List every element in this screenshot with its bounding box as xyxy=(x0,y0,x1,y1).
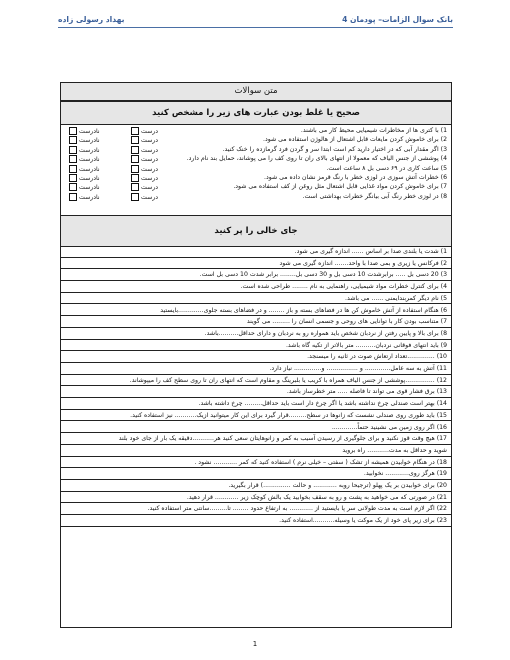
fill-blank-text: 15) باید طوری روی صندلی نشست که زانوها در سطح.........قرار گیرد برای این کار میتوانید ازیک........... نیز استفاده کنید. xyxy=(130,411,447,419)
fill-blank-text: 6) هنگام استفاده از آتش خاموش کن ها در فضاهای بسته و باز ........ و در فضاهای بسته جلوی.............بایستید xyxy=(160,306,447,314)
fill-blank-row xyxy=(61,293,451,305)
fill-blank-row xyxy=(61,492,451,504)
fill-blank-row xyxy=(61,305,451,317)
fill-blank-row xyxy=(61,340,451,352)
tf-question-text: 8) در لوزی خطر رنگ آبی بیانگر خطرات بهداشتی است. xyxy=(302,192,447,200)
fill-blank-row xyxy=(61,398,451,410)
fill-blank-row xyxy=(61,515,451,527)
true-label: درست xyxy=(141,137,159,145)
fill-blank-row xyxy=(61,422,451,434)
false-checkbox[interactable] xyxy=(69,193,100,201)
false-label: نادرست xyxy=(79,128,100,135)
true-label: درست xyxy=(141,156,159,164)
header-title: بانک سوال الزامات– پودمان 4 xyxy=(342,15,453,24)
header-divider xyxy=(58,27,453,28)
true-false-section-title: صحیح یا غلط بودن عبارت های زیر را مشخص کنید xyxy=(61,101,451,125)
true-label: درست xyxy=(141,128,159,135)
true-label: درست xyxy=(141,193,159,201)
fill-blank-row xyxy=(61,363,451,375)
false-label: نادرست xyxy=(79,137,100,145)
tf-question-text: 1) با کتری ها از مخاطرات شیمیایی محیط کار می باشند. xyxy=(300,127,447,134)
fill-blank-row xyxy=(61,503,451,515)
true-label: درست xyxy=(141,184,159,192)
false-label: نادرست xyxy=(79,193,100,201)
fill-blank-row xyxy=(61,316,451,328)
fill-blank-text: 16) اگر روی زمین می نشینید حتماً............. xyxy=(331,423,447,431)
false-label: نادرست xyxy=(79,156,100,164)
fill-blank-row xyxy=(61,445,451,457)
fill-blank-row xyxy=(61,410,451,422)
checkbox-square[interactable] xyxy=(131,193,139,201)
fill-blank-text: 18) در هنگام خوابیدن همیشه از تشک ( سفتی – خیلی نرم ) استفاده کنید که کمر ............ نشود . xyxy=(194,458,447,466)
fill-blank-text: 17) هیچ وقت قوز نکنید و برای جلوگیری از رسیدن آسیب به کمر و زانوهایتان سعی کنید هر...........دقیقه یک بار از جای خود بلند xyxy=(118,435,447,443)
fill-blank-text: 9) باید انتهای فوقانی نردبان.......... متر بالاتر از تکیه گاه باشد. xyxy=(285,341,447,349)
fill-blank-row xyxy=(61,375,451,387)
fill-blank-section-title: جای خالی را پر کنید xyxy=(61,215,451,247)
fill-blank-row xyxy=(61,386,451,398)
fill-blank-row xyxy=(61,457,451,469)
fill-blank-text: 19) هرگز روی............ نخوابید. xyxy=(363,470,447,478)
fill-blank-row xyxy=(61,468,451,480)
fill-blank-text: 1) شدت یا بلندی صدا بر اساس ...... اندازه گیری می شود. xyxy=(294,248,447,255)
fill-blank-text: 4) برای کنترل خطرات مواد شیمیایی، راهنمایی به نام ........ طراحی شده است. xyxy=(240,283,447,291)
fill-blank-row xyxy=(61,246,451,258)
true-label: درست xyxy=(141,146,159,154)
fill-blank-text: 8) برای بالا و پایین رفتن از نردبان شخص باید همواره رو به نردبان و دارای حداقل..........باشد. xyxy=(204,329,447,337)
fill-blank-row xyxy=(61,269,451,281)
section-spacer xyxy=(61,201,451,215)
fill-blank-text: 23) برای زیر پای خود از یک موکت یا وسیله...........استفاده کنید. xyxy=(279,517,447,525)
page-number: 1 xyxy=(252,640,258,648)
false-label: نادرست xyxy=(79,175,100,182)
page-header xyxy=(58,12,453,28)
tf-question-text: 6) خطرات آتش سوزی در لوزی خطر با رنگ قرمز نشان داده می شود. xyxy=(264,174,447,181)
tf-question-text: 4) پوششی از جنس الیاف که معمولا از انتهای بالای ران تا روی کف را می پوشاند، حمایل بند نام دارد. xyxy=(186,155,447,163)
fill-blank-text: 14) بهتر است صندلی چرخ نداشته باشد یا اگر چرخ دار است باید حداقل......... چرخ داشته باشد. xyxy=(198,400,447,408)
fill-blank-text: 13) برق فشار قوی می تواند تا فاصله ..... متر خطرساز باشد. xyxy=(286,388,447,396)
fill-blank-row xyxy=(61,351,451,363)
fill-blank-text: 2) فرکانس یا زیری و بمی صدا با واحد....... اندازه گیری می شود xyxy=(279,259,447,267)
fill-blank-text: 11) آتش به سه عامل............. و ................ و.............. نیاز دارد. xyxy=(269,365,447,372)
fill-blank-row xyxy=(61,281,451,293)
true-label: درست xyxy=(141,165,159,173)
false-label: نادرست xyxy=(79,184,100,192)
fill-blank-row xyxy=(61,328,451,340)
fill-blank-text: 12) ...............پوششی از جنس الیاف همراه با کریب یا بلبرینگ و مقاوم است که انتهای ران تا روی سطح کف را میپوشاند. xyxy=(129,376,447,384)
fill-blank-text: 5) نام دیگر کمربندایمنی ...... می باشد. xyxy=(345,294,447,302)
true-label: درست xyxy=(141,175,159,182)
tf-question-text: 5) ساعت کاری در ۶۹ دسی بل ۸ ساعت است. xyxy=(326,164,447,172)
fill-blank-text: 3) 20 دسی بل ..... برابرشدت 10 دسی بل و 30 دسی بل........ برابر شدت 10 دسی بل است. xyxy=(199,271,447,279)
checkbox-square[interactable] xyxy=(69,193,77,201)
fill-blank-text: 10) ..............تعداد ارتعاش صوت در ثانیه را میسنجد. xyxy=(307,353,447,361)
fill-blank-row xyxy=(61,433,451,445)
tf-question-text: 2) برای خاموش کردن مایعات قابل اشتعال از هالوژن استفاده می شود. xyxy=(263,136,447,144)
fill-blank-text: 20) برای خوابیدن بر یک پهلو (ترجیحا روبه ............ و حالت ..............) قرار بگیرید. xyxy=(228,482,447,489)
fill-blank-list xyxy=(61,246,451,627)
false-label: نادرست xyxy=(79,165,100,173)
question-frame xyxy=(60,82,452,628)
fill-blank-text: 22) اگر لازم است به مدت طولانی سر پا بایستید از ............ به ارتفاع حدود ........ تا.........سانتی متر استفاده کنید. xyxy=(147,505,447,513)
header-author: بهداد رسولی زاده xyxy=(58,15,125,24)
true-checkbox[interactable] xyxy=(131,193,158,201)
tf-question-text: 3) اگر مقدار آبی که در اختیار دارید کم است ابتدا سر و گردن فرد گرمازده را خنک کنید. xyxy=(222,145,447,153)
false-label: نادرست xyxy=(79,146,100,154)
tf-question-text: 7) برای خاموش کردن مواد غذایی قابل اشتعال مثل روغن از کف استفاده می شود. xyxy=(233,183,447,191)
fill-blank-row xyxy=(61,258,451,270)
fill-blank-text: 7) متناسب بودن کار با توانایی های روحی و جسمی انسان را ......... می گویند xyxy=(246,318,447,326)
true-false-list xyxy=(61,125,451,201)
fill-blank-text: شوید و حداقل به مدت........... راه بروید xyxy=(342,446,447,454)
fill-blank-row xyxy=(61,480,451,492)
fill-blank-text: 21) در صورتی که می خواهید به پشت و رو به سقف بخوابید یک بالش کوچک زیر ............ قرار دهید. xyxy=(186,493,447,501)
frame-title: متن سوالات xyxy=(61,83,451,101)
